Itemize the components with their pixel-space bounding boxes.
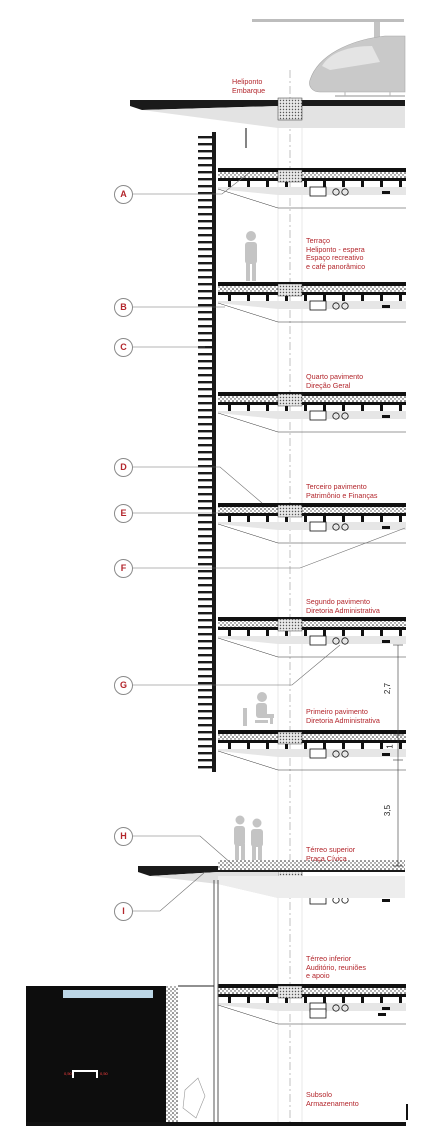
louver-blade (198, 598, 216, 600)
slab-rib (266, 181, 269, 187)
duct-box (310, 301, 326, 310)
slab-top (218, 503, 406, 507)
callout-b: B (114, 298, 133, 317)
louver-blade (198, 752, 216, 754)
slab-bottom (218, 627, 406, 630)
slab-rib (304, 295, 307, 301)
slab-rib (266, 997, 269, 1003)
slab-rib (399, 181, 402, 187)
louver-blade (198, 661, 216, 663)
slab-rib (399, 516, 402, 522)
edge-mark (406, 1104, 408, 1120)
louver-blade (198, 332, 216, 334)
slab-top (218, 617, 406, 621)
slab-rib (323, 997, 326, 1003)
louver-blade (198, 514, 216, 516)
slab-rib (361, 630, 364, 636)
light-fixture (382, 526, 390, 529)
slab-rib (247, 181, 250, 187)
floor-slab (218, 392, 406, 432)
louver-blade (198, 570, 216, 572)
slab-rib (228, 630, 231, 636)
slab-fill (218, 396, 406, 402)
louver-blade (198, 297, 216, 299)
slab-rib (247, 743, 250, 749)
louver-blade (198, 612, 216, 614)
louver-blade (198, 311, 216, 313)
louver-blade (198, 360, 216, 362)
floor-label-segundo: Segundo pavimento Diretoria Administrativa (306, 597, 380, 615)
callout-f: F (114, 559, 133, 578)
duct-box (310, 522, 326, 531)
slab-rib (228, 743, 231, 749)
louver-blade (198, 227, 216, 229)
louver-blade (198, 388, 216, 390)
louver-blade (198, 717, 216, 719)
louver-blade (198, 234, 216, 236)
people-couple-terreo (234, 816, 263, 865)
slab-rib (361, 743, 364, 749)
floor-slab (218, 282, 406, 322)
louver-blade (198, 136, 216, 138)
core-section (278, 284, 302, 296)
louver-blade (198, 318, 216, 320)
slab-top (218, 392, 406, 396)
floor-label-terreo-superior: Térreo superior Praça Cívica (306, 845, 356, 863)
louver-blade (198, 507, 216, 509)
callout-d: D (114, 458, 133, 477)
louver-blade (198, 647, 216, 649)
louver-blade (198, 731, 216, 733)
louver-blade (198, 206, 216, 208)
slab-rib (399, 405, 402, 411)
slab-rib (247, 405, 250, 411)
slab-rib (323, 630, 326, 636)
slab-fill (218, 286, 406, 292)
light-fixture (382, 640, 390, 643)
floor-label-subsolo: Subsolo Armazenamento (306, 1090, 359, 1108)
callout-h: H (114, 827, 133, 846)
slab-rib (380, 181, 383, 187)
helicopter (252, 19, 405, 96)
slab-rib (228, 295, 231, 301)
louver-blade (198, 220, 216, 222)
louver-blade (198, 458, 216, 460)
louver-blade (198, 591, 216, 593)
slab-bottom (218, 292, 406, 295)
louver-blade (198, 276, 216, 278)
dimension-label-2-7: 2,7 (383, 682, 393, 695)
louver-blade (198, 143, 216, 145)
basement-mark-left: 0,50 (64, 1071, 72, 1076)
louver-blade (198, 241, 216, 243)
dimension-label-1: 1 (385, 744, 395, 749)
slab-rib (228, 997, 231, 1003)
slab-rib (228, 405, 231, 411)
louver-blade (198, 185, 216, 187)
slab-rib (342, 516, 345, 522)
slab-rib (323, 516, 326, 522)
central-axis (278, 70, 302, 1126)
slab-rib (399, 997, 402, 1003)
louver-blade (198, 248, 216, 250)
louver-blade (198, 486, 216, 488)
slab-rib (247, 516, 250, 522)
louver-blade (198, 150, 216, 152)
floor-label-terreo-inferior: Térreo inferior Auditório, reuniões e apoio (306, 954, 366, 981)
louver-blade (198, 745, 216, 747)
louver-blade (198, 738, 216, 740)
callout-i: I (114, 902, 133, 921)
louver-blade (198, 367, 216, 369)
louver-blade (198, 521, 216, 523)
louver-blade (198, 444, 216, 446)
slab-rib (342, 181, 345, 187)
slab-rib (323, 295, 326, 301)
louver-blade (198, 710, 216, 712)
slab-rib (342, 997, 345, 1003)
slab-top (218, 282, 406, 286)
slab-rib (361, 405, 364, 411)
floor-label-heliponto: Heliponto Embarque (232, 77, 266, 95)
slab-rib (380, 295, 383, 301)
louver-blade (198, 395, 216, 397)
floor-label-primeiro: Primeiro pavimento Diretoria Administrativa (306, 707, 380, 725)
louver-blade (198, 654, 216, 656)
louver-blade (198, 353, 216, 355)
slab-rib (399, 295, 402, 301)
slab-rib (399, 743, 402, 749)
louver-blade (198, 416, 216, 418)
callout-e: E (114, 504, 133, 523)
slab-rib (323, 405, 326, 411)
slab-rib (304, 516, 307, 522)
louver-blade (198, 556, 216, 558)
louver-blade (198, 402, 216, 404)
core-section (278, 394, 302, 406)
louver-blade (198, 724, 216, 726)
louver-blade (198, 626, 216, 628)
floor-label-terraco: Terraço Heliponto - espera Espaço recreativo e café panorâmico (306, 236, 366, 271)
slab-rib (342, 295, 345, 301)
slab-bottom (218, 513, 406, 516)
duct-box (310, 636, 326, 645)
louver-blade (198, 283, 216, 285)
slab-rib (266, 295, 269, 301)
callout-a: A (114, 185, 133, 204)
core-section (278, 619, 302, 631)
louver-blade (198, 619, 216, 621)
dimension-label-3-5: 3,5 (383, 804, 393, 817)
slab-rib (304, 743, 307, 749)
slab-rib (266, 516, 269, 522)
louver-blade (198, 164, 216, 166)
slab-rib (380, 630, 383, 636)
louver-blade (198, 479, 216, 481)
louver-blade (198, 451, 216, 453)
slab-bottom (218, 740, 406, 743)
light-fixture (382, 415, 390, 418)
light-fixture (382, 305, 390, 308)
louver-blade (198, 759, 216, 761)
callout-c: C (114, 338, 133, 357)
slab-rib (342, 405, 345, 411)
louver-blade (198, 675, 216, 677)
slab-rib (323, 743, 326, 749)
slab-rib (342, 630, 345, 636)
louver-blade (198, 213, 216, 215)
slab-rib (304, 997, 307, 1003)
person-seated-primeiro (243, 692, 274, 726)
louver-blade (198, 500, 216, 502)
louver-blade (198, 409, 216, 411)
helipad-deck (130, 98, 405, 148)
core-section (278, 732, 302, 744)
louver-blade (198, 437, 216, 439)
floor-label-quarto: Quarto pavimento Direção Geral (306, 372, 364, 390)
slab-rib (380, 743, 383, 749)
louver-blade (198, 577, 216, 579)
slab-top (218, 984, 406, 988)
louver-blade (198, 304, 216, 306)
person-standing-terrace (245, 231, 257, 281)
slab-rib (266, 405, 269, 411)
slab-rib (399, 630, 402, 636)
louver-blade (198, 339, 216, 341)
slab-rib (266, 630, 269, 636)
louver-blade (198, 157, 216, 159)
duct-box (310, 749, 326, 758)
slab-rib (228, 181, 231, 187)
louver-blade (198, 199, 216, 201)
slab-rib (247, 295, 250, 301)
louver-blade (198, 766, 216, 768)
slab-rib (380, 405, 383, 411)
louver-blade (198, 633, 216, 635)
louver-blade (198, 689, 216, 691)
louver-blade (198, 535, 216, 537)
louver-blade (198, 696, 216, 698)
louver-blade (198, 423, 216, 425)
slab-fill (218, 988, 406, 994)
slab-rib (266, 743, 269, 749)
louver-blade (198, 255, 216, 257)
louver-blade (198, 430, 216, 432)
floor-slab (218, 503, 406, 543)
slab-rib (304, 405, 307, 411)
slab-rib (361, 516, 364, 522)
louver-blade (198, 171, 216, 173)
louver-blade (198, 542, 216, 544)
slab-bottom (218, 994, 406, 997)
louver-blade (198, 682, 216, 684)
slab-rib (304, 630, 307, 636)
duct-box (310, 411, 326, 420)
louver-blade (198, 528, 216, 530)
light-fixture (378, 1013, 386, 1016)
louver-blade (198, 381, 216, 383)
slab-rib (323, 181, 326, 187)
louver-blade (198, 549, 216, 551)
louver-blade (198, 290, 216, 292)
louver-blade (198, 563, 216, 565)
slab-rib (342, 743, 345, 749)
slab-rib (247, 997, 250, 1003)
core-section (278, 505, 302, 517)
louver-blade (198, 325, 216, 327)
slab-rib (380, 516, 383, 522)
light-fixture (382, 753, 390, 756)
louver-blade (198, 703, 216, 705)
floor-label-terceiro: Terceiro pavimento Patrimônio e Finanças (306, 482, 378, 500)
duct-box (310, 187, 326, 196)
slab-rib (361, 295, 364, 301)
slab-rib (361, 181, 364, 187)
core-section (278, 986, 302, 998)
basement-mark-right: 0,50 (100, 1071, 108, 1076)
slab-rib (304, 181, 307, 187)
louver-blade (198, 374, 216, 376)
slab-rib (247, 630, 250, 636)
slab-fill (218, 734, 406, 740)
light-fixture (382, 899, 390, 902)
callout-g: G (114, 676, 133, 695)
louver-blade (198, 269, 216, 271)
facade-louvers (198, 132, 216, 772)
louver-blade (198, 472, 216, 474)
louver-blade (198, 178, 216, 180)
slab-top (218, 730, 406, 734)
light-fixture (382, 191, 390, 194)
duct-box (310, 1009, 326, 1018)
light-fixture (382, 1007, 390, 1010)
slab-bottom (218, 178, 406, 181)
louver-blade (198, 605, 216, 607)
floor-slab (218, 730, 406, 770)
slab-rib (380, 997, 383, 1003)
core-section (278, 170, 302, 182)
louver-blade (198, 584, 216, 586)
louver-blade (198, 640, 216, 642)
louver-blade (198, 668, 216, 670)
slab-fill (218, 621, 406, 627)
floor-slab (218, 617, 406, 657)
floor-slab (218, 168, 406, 208)
slab-bottom (218, 402, 406, 405)
slab-top (218, 168, 406, 172)
slab-fill (218, 507, 406, 513)
slab-rib (228, 516, 231, 522)
louver-blade (198, 493, 216, 495)
louver-blade (198, 262, 216, 264)
slab-rib (361, 997, 364, 1003)
